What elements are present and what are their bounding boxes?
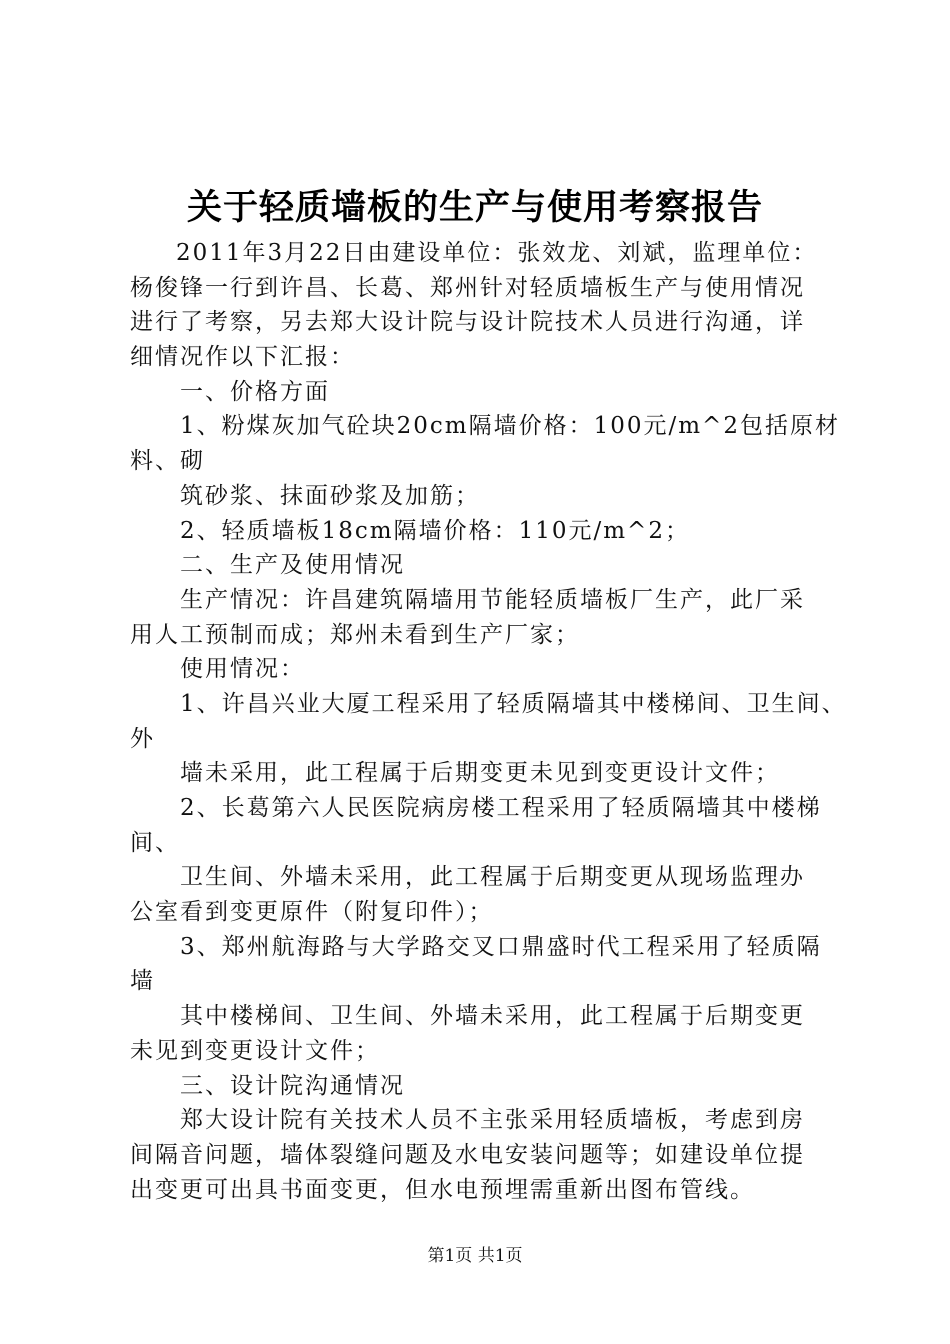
paragraph-line: 间隔音问题，墙体裂缝问题及水电安装问题等；如建设单位提 [130, 1141, 805, 1168]
paragraph-line: 外 [130, 725, 155, 752]
paragraph-line: 细情况作以下汇报： [130, 344, 355, 371]
paragraph-line: 墙未采用，此工程属于后期变更未见到变更设计文件； [180, 760, 780, 787]
paragraph-line: 1、许昌兴业大厦工程采用了轻质隔墙其中楼梯间、卫生间、 [180, 690, 847, 717]
paragraph-line: 2、长葛第六人民医院病房楼工程采用了轻质隔墙其中楼梯 [180, 795, 822, 821]
paragraph-line: 筑砂浆、抹面砂浆及加筋； [180, 482, 480, 509]
paragraph-line: 用人工预制而成；郑州未看到生产厂家； [130, 621, 580, 648]
paragraph-line: 出变更可出具书面变更，但水电预埋需重新出图布管线。 [130, 1176, 755, 1203]
paragraph-line: 郑大设计院有关技术人员不主张采用轻质墙板，考虑到房 [180, 1107, 805, 1134]
document-title: 关于轻质墙板的生产与使用考察报告 [186, 187, 763, 228]
paragraph-line: 3、郑州航海路与大学路交叉口鼎盛时代工程采用了轻质隔 [180, 933, 822, 960]
paragraph-line: 1、粉煤灰加气砼块20cm隔墙价格：100元/m^2包括原材 [180, 413, 840, 440]
document-body [130, 236, 847, 1207]
paragraph-line: 使用情况： [180, 656, 305, 683]
paragraph-line: 未见到变更设计文件； [130, 1037, 380, 1064]
paragraph-line: 卫生间、外墙未采用，此工程属于后期变更从现场监理办 [180, 864, 805, 891]
section-heading: 二、生产及使用情况 [180, 552, 405, 579]
paragraph-line: 其中楼梯间、卫生间、外墙未采用，此工程属于后期变更 [180, 1003, 805, 1030]
paragraph-line: 2011年3月22日由建设单位：张效龙、刘斌，监理单位： [176, 240, 818, 266]
paragraph-line: 料、砌 [130, 448, 205, 475]
paragraph-line: 公室看到变更原件（附复印件）； [130, 899, 494, 926]
paragraph-line: 2、轻质墙板18cm隔墙价格：110元/m^2； [180, 517, 690, 544]
section-heading: 一、价格方面 [180, 378, 330, 405]
paragraph-line: 生产情况：许昌建筑隔墙用节能轻质墙板厂生产，此厂采 [180, 586, 805, 613]
paragraph-line: 进行了考察，另去郑大设计院与设计院技术人员进行沟通，详 [130, 309, 805, 336]
page-footer: 第1页 共1页 [427, 1246, 523, 1266]
paragraph-line: 墙 [130, 968, 155, 995]
section-heading: 三、设计院沟通情况 [180, 1072, 405, 1099]
paragraph-line: 杨俊锋一行到许昌、长葛、郑州针对轻质墙板生产与使用情况 [130, 274, 805, 301]
paragraph-line: 间、 [130, 829, 180, 856]
